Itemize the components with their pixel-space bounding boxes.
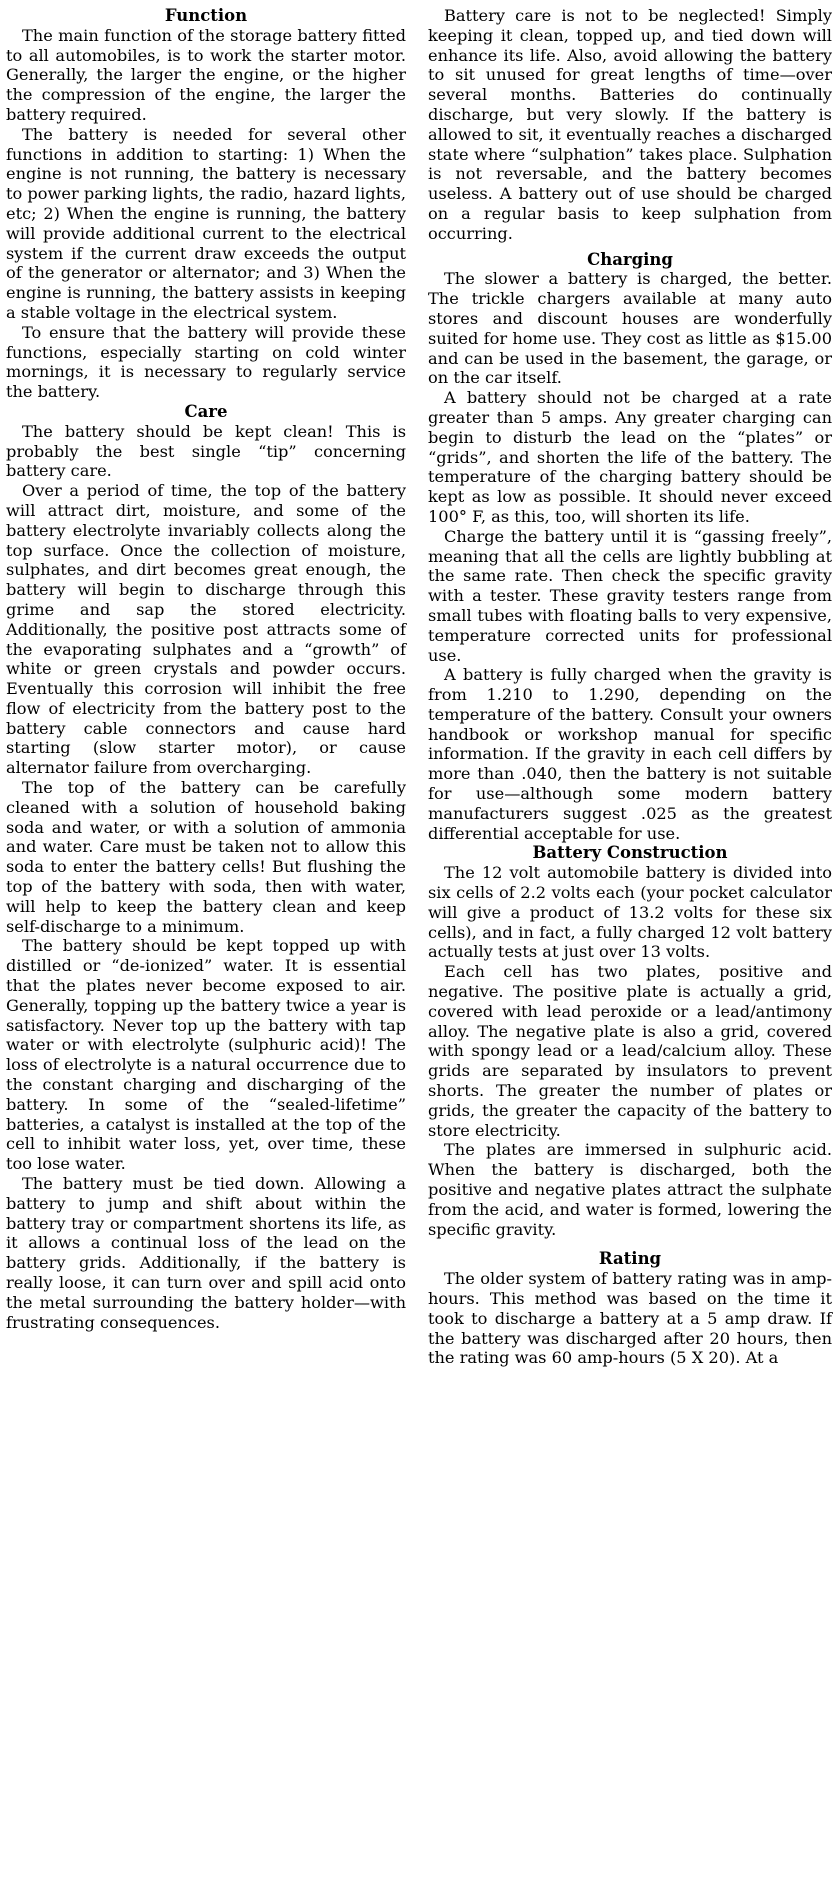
paragraph: To ensure that the battery will provide these functions, especially starting on cold winter mornings, it is necessary to regularly service the battery. [6, 322, 406, 402]
right-column [428, 6, 832, 1368]
paragraph: The top of the battery can be carefully cleaned with a solution of household baking soda and water, or with a solution of ammonia and water. Care must be taken not to allow this soda to enter the battery cells! But flushing the top of the battery with soda, then with water, will help to keep the battery clean and keep self-discharge to a minimum. [6, 778, 406, 936]
paragraph: The slower a battery is charged, the better. The trickle chargers available at many auto stores and discount houses are wonderfully suited for home use. They cost as little as $15.00 and can be used in the basement, the garage, or on the car itself. [428, 269, 832, 388]
paragraph: A battery is fully charged when the gravity is from 1.210 to 1.290, depending on the temperature of the battery. Consult your owners handbook or workshop manual for specific information. If the gravity in each cell differs by more than .040, then the battery is not suitable for use—although some modern battery manufacturers suggest .025 as the greatest differential acceptable for use. [428, 665, 832, 843]
heading-function: Function [164, 6, 248, 25]
paragraph: Over a period of time, the top of the battery will attract dirt, moisture, and some of the battery electrolyte invariably collects along the top surface. Once the collection of moisture, sulphates, and dirt becomes great enough, the battery will begin to discharge through this grime and sap the stored electricity. Additionally, the positive post attracts some of the evaporating sulphates and a “growth” of white or green crystals and powder occurs. Eventually this corrosion will inhibit the free flow of electricity from the battery post to the battery cable connectors and cause hard starting (slow starter motor), or cause alternator failure from overcharging. [6, 481, 406, 778]
paragraph: The older system of battery rating was in amp-hours. This method was based on the time it took to discharge a battery at a 5 amp draw. If the battery was discharged after 20 hours, then the rating was 60 amp-hours (5 X 20). At a [428, 1269, 832, 1368]
heading-charging: Charging [587, 249, 673, 269]
paragraph: Each cell has two plates, positive and negative. The positive plate is actually a grid, covered with lead peroxide or a lead/antimony alloy. The negative plate is also a grid, covered with spongy lead or a lead/calcium alloy. These grids are separated by insulators to prevent shorts. The greater the number of plates or grids, the greater the capacity of the battery to store electricity. [428, 962, 832, 1140]
paragraph: The battery should be kept clean! This is probably the best single “tip” concerning battery care. [6, 421, 406, 481]
heading-care: Care [184, 401, 228, 421]
paragraph: Charge the battery until it is “gassing freely”, meaning that all the cells are lightly bubbling at the same rate. Then check the specific gravity with a tester. These gravity testers range from small tubes with floating balls to very expensive, temperature corrected units for professional use. [428, 526, 832, 665]
paragraph: The battery is needed for several other functions in addition to starting: 1) When the engine is not running, the battery is necessary to power parking lights, the radio, hazard lights, etc; 2) When the engine is running, the battery will provide additional current to the electrical system if the current draw exceeds the output of the generator or alternator; and 3) When the engine is running, the battery assists in keeping a stable voltage in the electrical system. [6, 124, 406, 322]
paragraph: A battery should not be charged at a rate greater than 5 amps. Any greater charging can begin to disturb the lead on the “plates” or “grids”, and shorten the life of the battery. The temperature of the charging battery should be kept as low as possible. It should never exceed 100° F, as this, too, will shorten its life. [428, 388, 832, 526]
paragraph: The battery should be kept topped up with distilled or “de-ionized” water. It is essential that the plates never become exposed to air. Generally, topping up the battery twice a year is satisfactory. Never top up the battery with tap water or with electrolyte (sulphuric acid)! The loss of electrolyte is a natural occurrence due to the constant charging and discharging of the battery. In some of the “sealed-lifetime” batteries, a catalyst is installed at the top of the cell to inhibit water loss, yet, over time, these too lose water. [6, 936, 406, 1174]
heading-rating: Rating [598, 1249, 662, 1269]
paragraph: The plates are immersed in sulphuric acid. When the battery is discharged, both the positive and negative plates attract the sulphate from the acid, and water is formed, lowering the specific gravity. [428, 1140, 832, 1239]
paragraph: The 12 volt automobile battery is divided into six cells of 2.2 volts each (your pocket calculator will give a product of 13.2 volts for these six cells), and in fact, a fully charged 12 volt battery actually tests at just over 13 volts. [428, 863, 832, 962]
heading-battery-construction: Battery Construction [532, 843, 728, 863]
paragraph: The battery must be tied down. Allowing a battery to jump and shift about within the battery tray or compartment shortens its life, as it allows a continual loss of the lead on the battery grids. Additionally, if the battery is really loose, it can turn over and spill acid onto the metal surrounding the battery holder—with frustrating consequences. [6, 1174, 406, 1332]
paragraph: Battery care is not to be neglected! Simply keeping it clean, topped up, and tied down will enhance its life. Also, avoid allowing the battery to sit unused for great lengths of time—over several months. Batteries do continually discharge, but very slowly. If the battery is allowed to sit, it eventually reaches a discharged state where “sulphation” takes place. Sulphation is not reversable, and the battery becomes useless. A battery out of use should be charged on a regular basis to keep sulphation from occurring. [428, 6, 832, 243]
left-column [6, 6, 406, 1332]
paragraph: The main function of the storage battery fitted to all automobiles, is to work the starter motor. Generally, the larger the engine, or the higher the compression of the engine, the larger the battery required. [6, 25, 406, 124]
